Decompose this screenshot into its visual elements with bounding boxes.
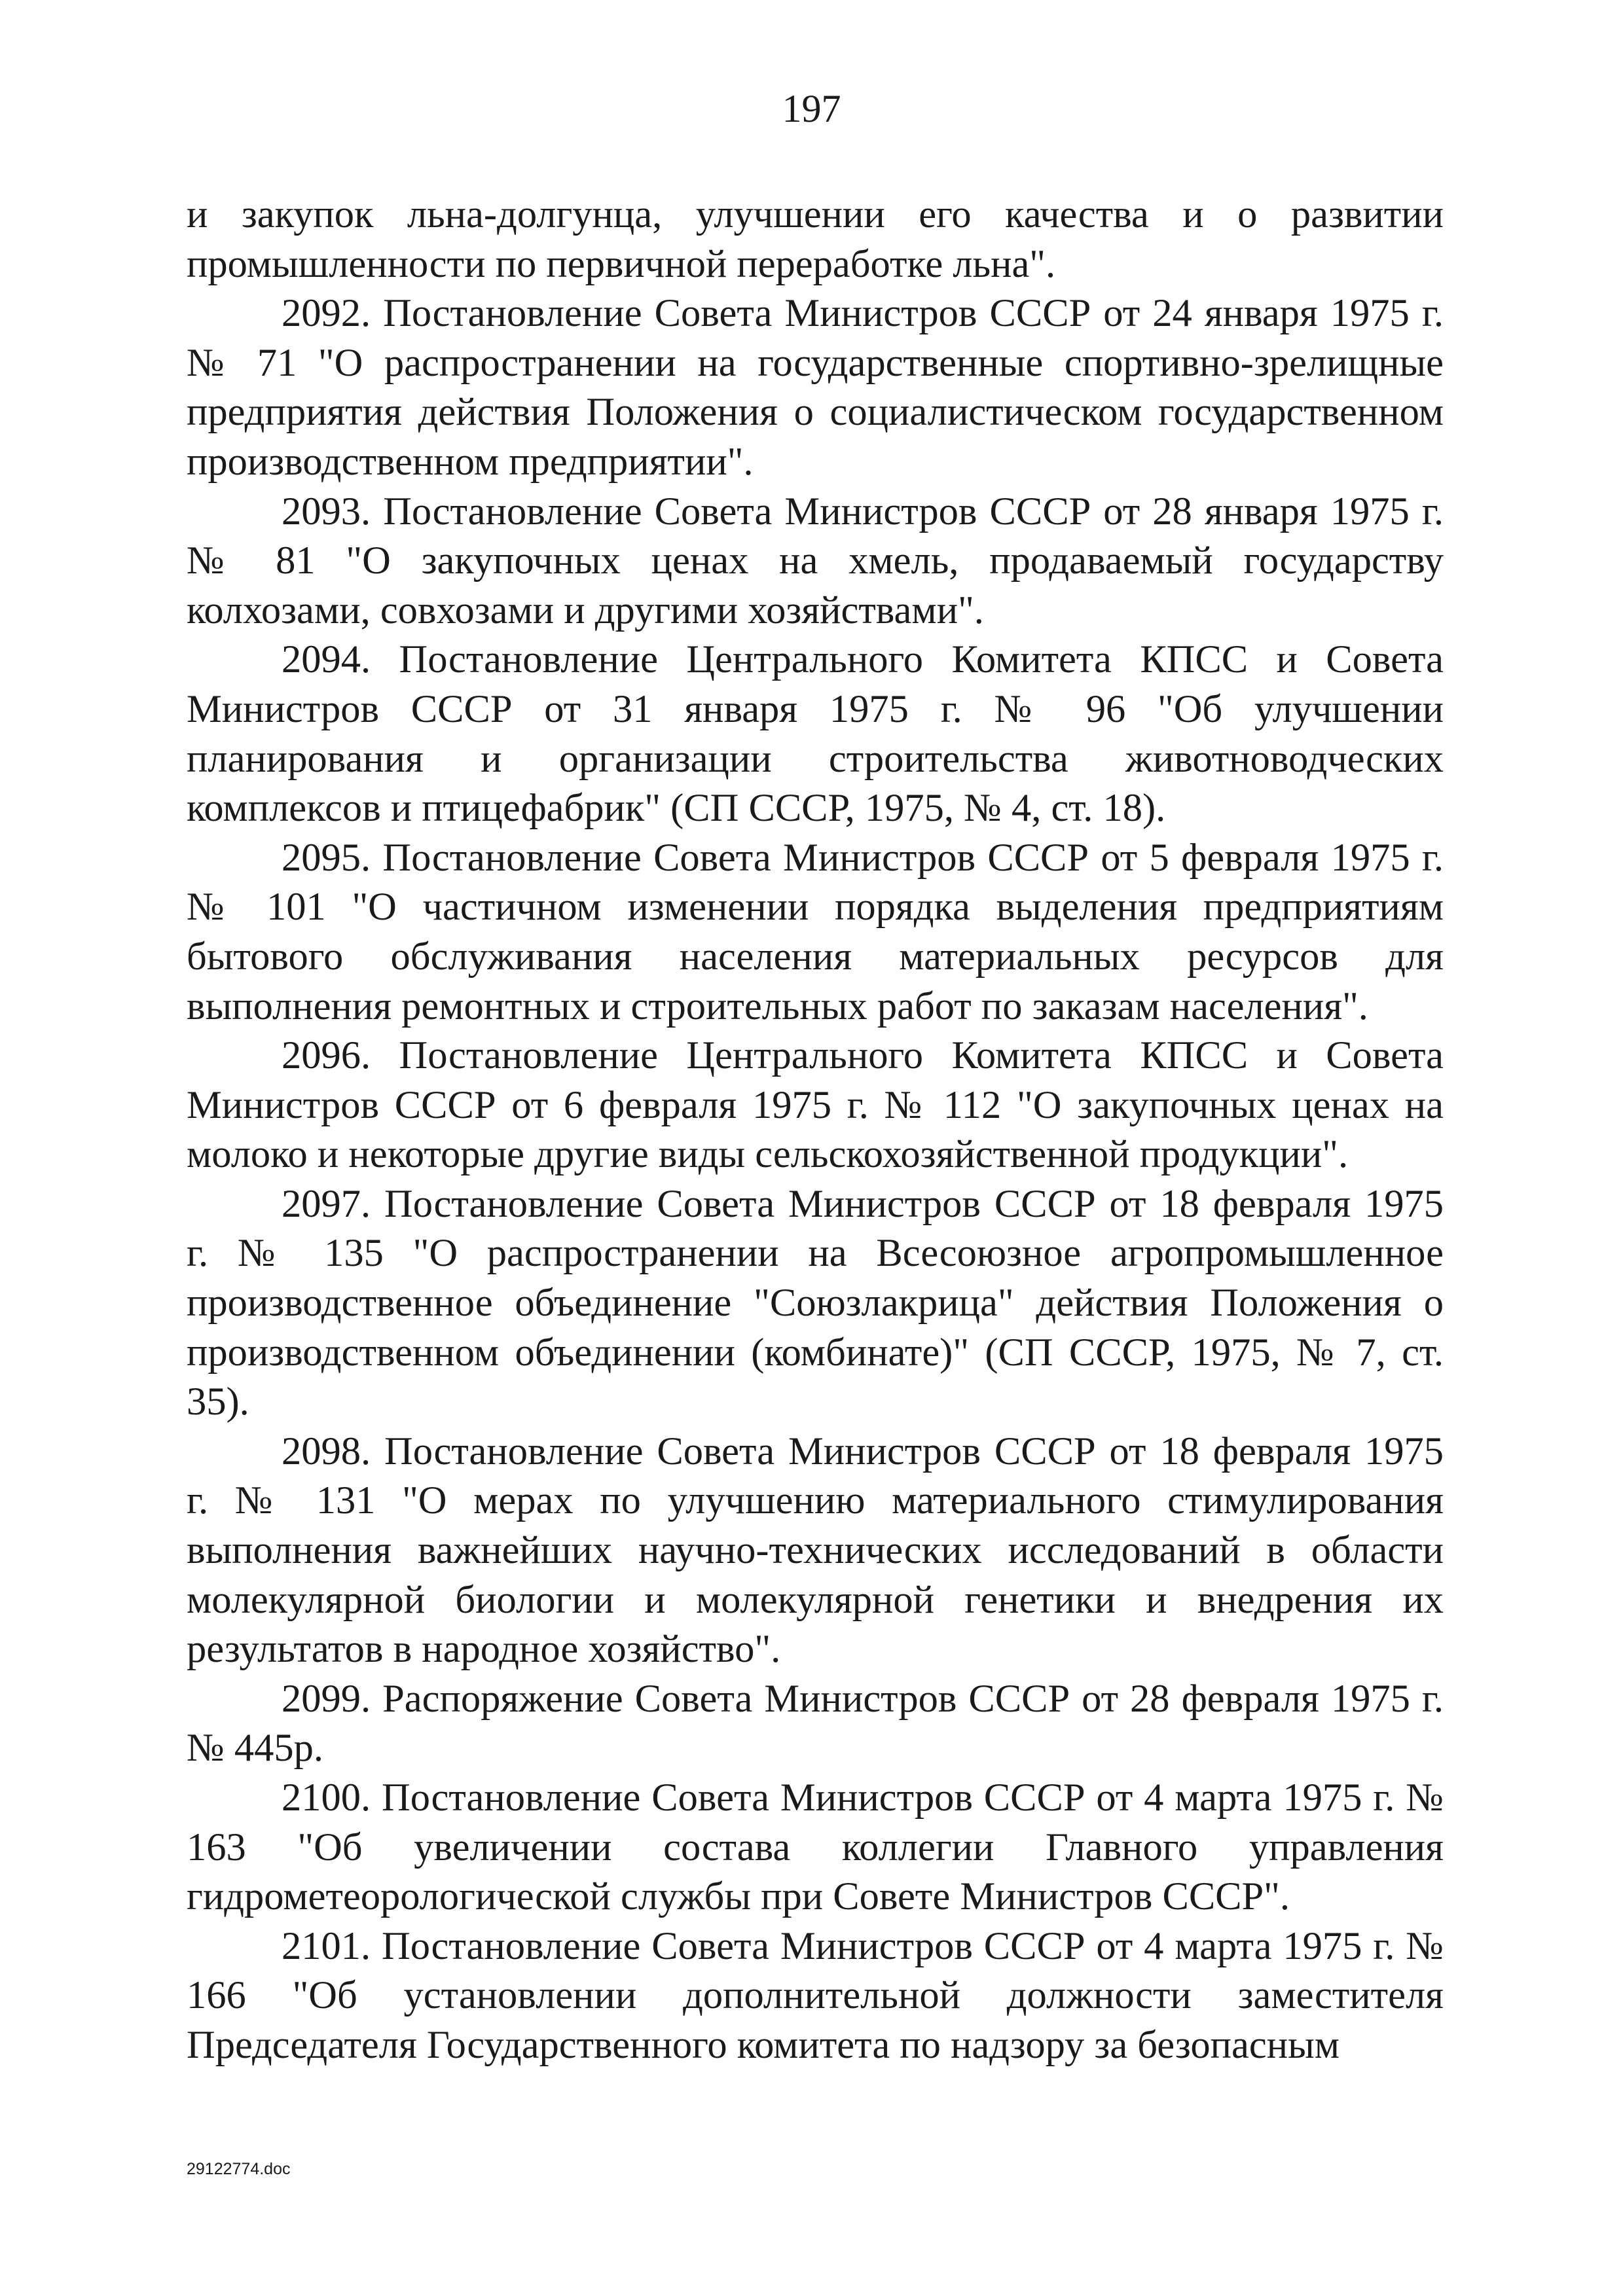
entry-2097: 2097. Постановление Совета Министров СССР от 18 февраля 1975 г. № 135 "О распространении на Всесоюзное агропромышленное производственное объединение "Союзлакрица" действия Положения о производственном объединении (комбинате)" (СП СССР, 1975, № 7, ст. 35). [187, 1181, 1444, 1424]
entry-2096: 2096. Постановление Центрального Комитета КПСС и Совета Министров СССР от 6 февраля 1975 г. № 112 "О закупочных ценах на молоко и некоторые другие виды сельскохозяйственной продукции". [187, 1033, 1444, 1177]
paragraph-continuation: и закупок льна-долгунца, улучшении его качества и о развитии промышленности по первичной переработке льна". [187, 192, 1444, 286]
entry-2100: 2100. Постановление Совета Министров СССР от 4 марта 1975 г. № 163 "Об увеличении состава коллегии Главного управления гидрометеорологической службы при Совете Министров СССР". [187, 1776, 1444, 1919]
page-number: 197 [782, 87, 841, 130]
footer-filename: 29122774.doc [187, 2160, 291, 2178]
entry-2098: 2098. Постановление Совета Министров СССР от 18 февраля 1975 г. № 131 "О мерах по улучшению материального стимулирования выполнения важнейших научно-технических исследований в области молекулярной биологии и молекулярной генетики и внедрения их результатов в народное хозяйство". [187, 1429, 1444, 1672]
entry-2093: 2093. Постановление Совета Министров СССР от 28 января 1975 г. № 81 "О закупочных ценах на хмель, продаваемый государству колхозами, совхозами и другими хозяйствами". [187, 489, 1444, 632]
entry-2094: 2094. Постановление Центрального Комитета КПСС и Совета Министров СССР от 31 января 1975 г. № 96 "Об улучшении планирования и организации строительства животноводческих комплексов и птицефабрик" (СП СССР, 1975, № 4, ст. 18). [187, 637, 1444, 831]
entry-2092: 2092. Постановление Совета Министров СССР от 24 января 1975 г. № 71 "О распространении на государственные спортивно-зрелищные предприятия действия Положения о социалистическом государственном производственном предприятии". [187, 291, 1444, 484]
entry-2101: 2101. Постановление Совета Министров СССР от 4 марта 1975 г. № 166 "Об установлении дополнительной должности заместителя Председателя Государственного комитета по надзору за безопасным [187, 1924, 1444, 2067]
entry-2095: 2095. Постановление Совета Министров СССР от 5 февраля 1975 г. № 101 "О частичном изменении порядка выделения предприятиям бытового обслуживания населения материальных ресурсов для выполнения ремонтных и строительных работ по заказам населения". [187, 835, 1444, 1028]
document-body [187, 190, 1444, 2070]
entry-2099: 2099. Распоряжение Совета Министров СССР от 28 февраля 1975 г. № 445р. [187, 1676, 1444, 1770]
